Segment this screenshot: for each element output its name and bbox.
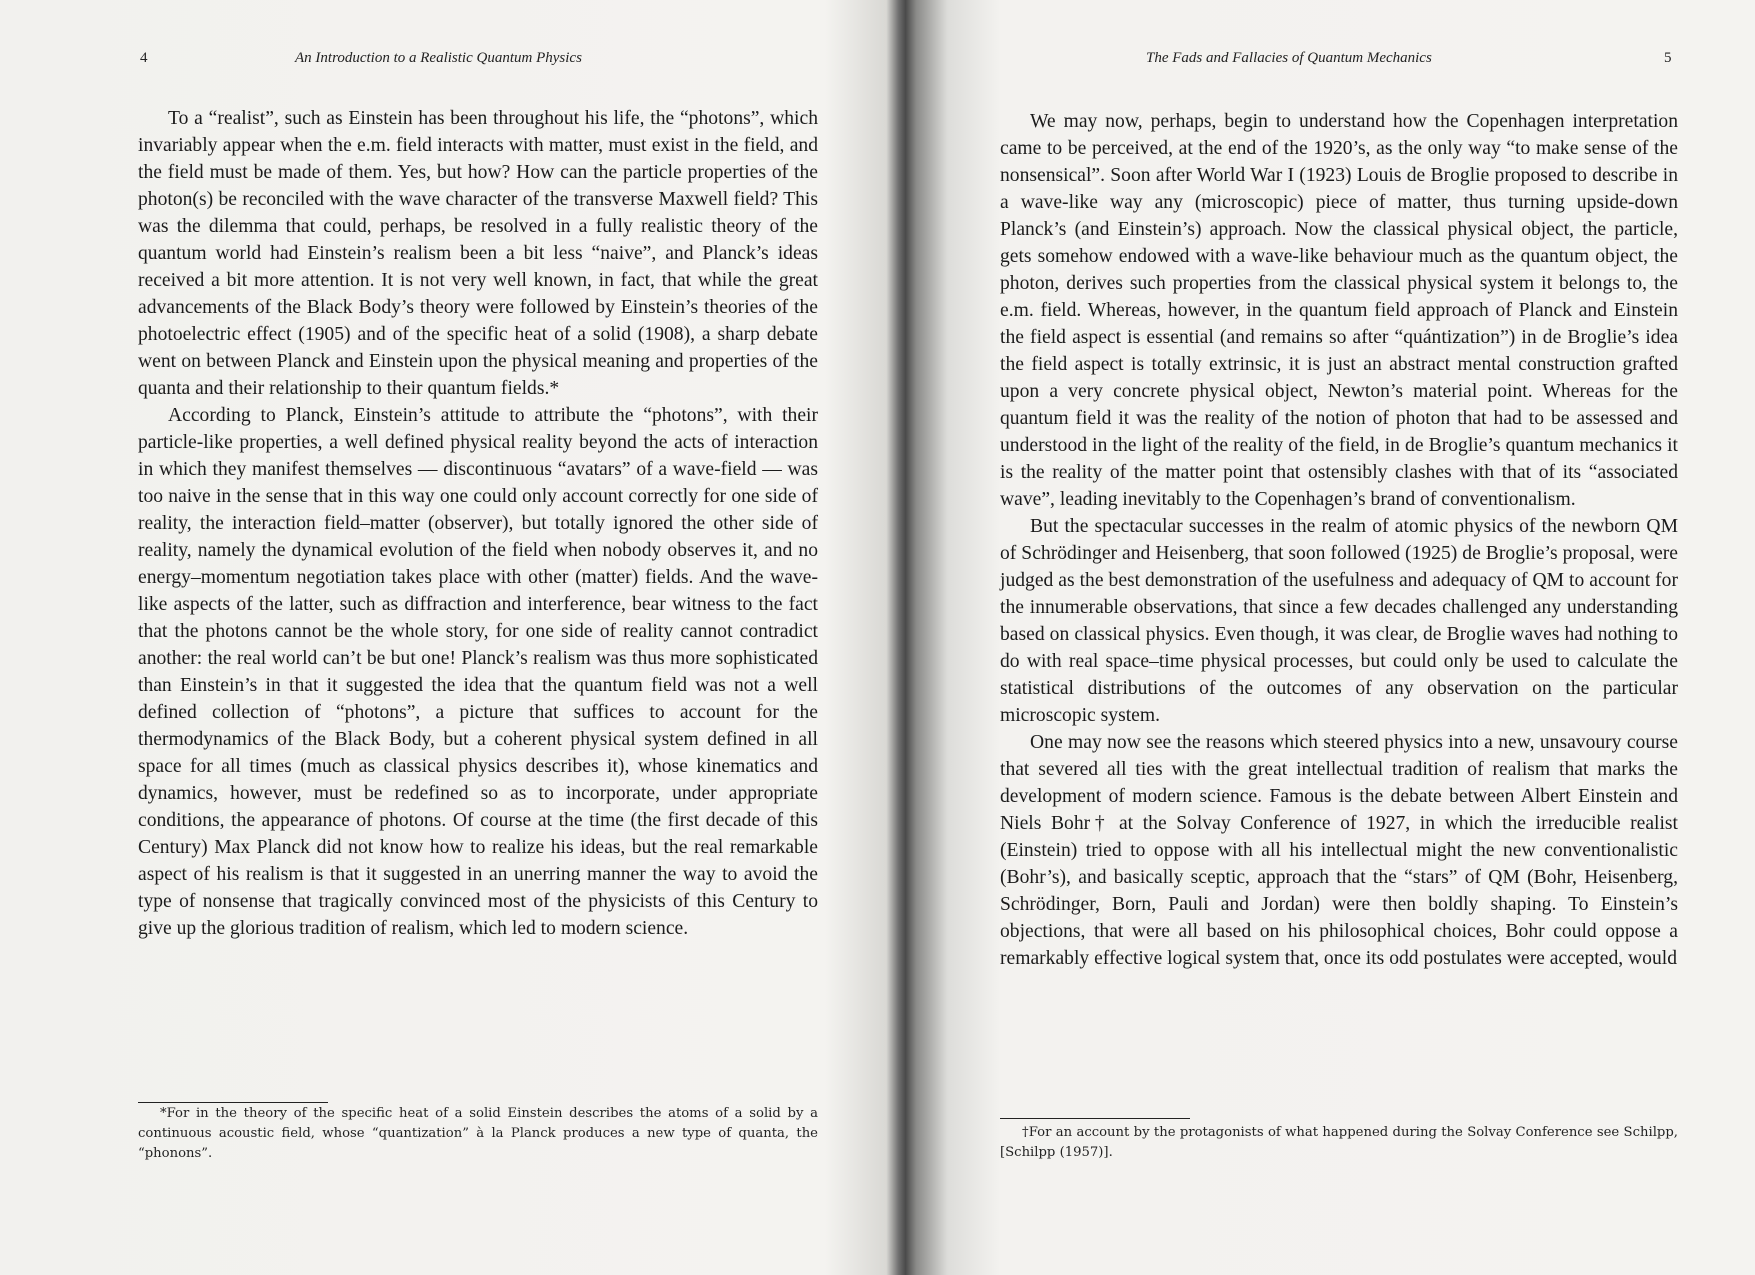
paragraph: One may now see the reasons which steered physics into a new, unsavoury course that severed all ties with the great intellectual tradition of realism that marks the development of modern science. Famous is the debate between Albert Einstein and Niels Bohr† at the Solvay Conference of 1927, in which the irreducible realist (Einstein) tried to oppose with all his intellectual might the new conventionalistic (Bohr’s), and basically sceptic, approach that the “stars” of QM (Bohr, Heisenberg, Schrödinger, Born, Pauli and Jordan) were then boldly shaping. To Einstein’s objections, that were all based on his philosophical choices, Bohr could oppose a remarkably effective logical system that, once its odd postulates were accepted, would bbox=[1000, 732, 1678, 969]
page-number: 4 bbox=[140, 50, 148, 66]
right-page bbox=[900, 0, 1755, 1275]
footnote-rule bbox=[138, 1102, 328, 1103]
paragraph: But the spectacular successes in the realm of atomic physics of the newborn QM of Schrödinger and Heisenberg, that soon followed (1925) de Broglie’s proposal, were judged as the best demonstration of the usefulness and adequacy of QM to account for the innumerable observations, that since a few decades challenged any understanding based on classical physics. Even though, it was clear, de Broglie waves had nothing to do with real space–time physical processes, but could only be used to calculate the statistical distributions of the outcomes of any observation on the particular microscopic system. bbox=[1000, 516, 1678, 726]
paragraph: According to Planck, Einstein’s attitude to attribute the “photons”, with their particle-like properties, a well defined physical reality beyond the acts of interaction in which they manifest themselves — discontinuous “avatars” of a wave-field — was too naive in the sense that in this way one could only account correctly for one side of reality, the interaction field–matter (observer), but totally ignored the other side of reality, namely the dynamical evolution of the field when nobody observes it, and no energy–momentum negotiation takes place with other (matter) fields. And the wave-like aspects of the latter, such as diffraction and interference, bear witness to the fact that the photons cannot be the whole story, for one side of reality cannot contradict another: the real world can’t be but one! Planck’s realism was thus more sophisticated than Einstein’s in that it suggested the idea that the quantum field was not a well defined collection of “photons”, a picture that suffices to account for the thermodynamics of the Black Body, but a coherent physical system defined in all space for all times (much as classical physics describes it), whose kinematics and dynamics, however, must be redefined so as to incorporate, under appropriate conditions, the appearance of photons. Of course at the time (the first decade of this Century) Max Planck did not know how to realize his ideas, but the real remarkable aspect of his realism is that it suggested in an unerring manner the way to avoid the type of nonsense that tragically convinced most of the physicists of this Century to give up the glorious tradition of realism, which led to modern science. bbox=[138, 405, 818, 939]
footnote: *For in the theory of the specific heat of a solid Einstein describes the atoms of a solid by a continuous acoustic field, whose “quantization” à la Planck produces a new type of quanta, the “phonons”. bbox=[138, 1106, 818, 1161]
footnote: †For an account by the protagonists of what happened during the Solvay Conference see Schilpp,[Schilpp (1957)]. bbox=[1000, 1125, 1678, 1160]
right-page-body bbox=[1000, 108, 1678, 972]
footnote-rule bbox=[1000, 1118, 1190, 1119]
left-page-body bbox=[138, 105, 818, 942]
paragraph: To a “realist”, such as Einstein has been throughout his life, the “photons”, which invariably appear when the e.m. field interacts with matter, must exist in the field, and the field must be made of them. Yes, but how? How can the particle properties of the photon(s) be reconciled with the wave character of the transverse Maxwell field? This was the dilemma that could, perhaps, be resolved in a fully realistic theory of the quantum world had Einstein’s realism been a bit less “naive”, and Planck’s ideas received a bit more attention. It is not very well known, in fact, that while the great advancements of the Black Body’s theory were followed by Einstein’s theories of the photoelectric effect (1905) and of the specific heat of a solid (1908), a sharp debate went on between Planck and Einstein upon the physical meaning and properties of the quanta and their relationship to their quantum fields.* bbox=[138, 108, 818, 399]
running-title: The Fads and Fallacies of Quantum Mechanics bbox=[1146, 50, 1432, 66]
running-title: An Introduction to a Realistic Quantum Physics bbox=[295, 50, 582, 66]
paragraph: We may now, perhaps, begin to understand how the Copenhagen interpretation came to be perceived, at the end of the 1920’s, as the only way “to make sense of the nonsensical”. Soon after World War I (1923) Louis de Broglie proposed to describe in a wave-like way any (microscopic) piece of matter, thus turning upside-down Planck’s (and Einstein’s) approach. Now the classical physical object, the particle, gets somehow endowed with a wave-like behaviour much as the quantum object, the photon, derives such properties from the classical physical system it belongs to, the e.m. field. Whereas, however, in the quantum field approach of Planck and Einstein the field aspect is essential (and remains so after “quántization”) in de Broglie’s idea the field aspect is totally extrinsic, it is just an abstract mental construction grafted upon a very concrete physical object, Newton’s material point. Whereas for the quantum field it was the reality of the notion of photon that had to be assessed and understood in the light of the reality of the field, in de Broglie’s quantum mechanics it is the reality of the matter point that ostensibly clashes with that of its “associated wave”, leading inevitably to the Copenhagen’s brand of conventionalism. bbox=[1000, 111, 1678, 510]
page-number: 5 bbox=[1664, 50, 1672, 66]
